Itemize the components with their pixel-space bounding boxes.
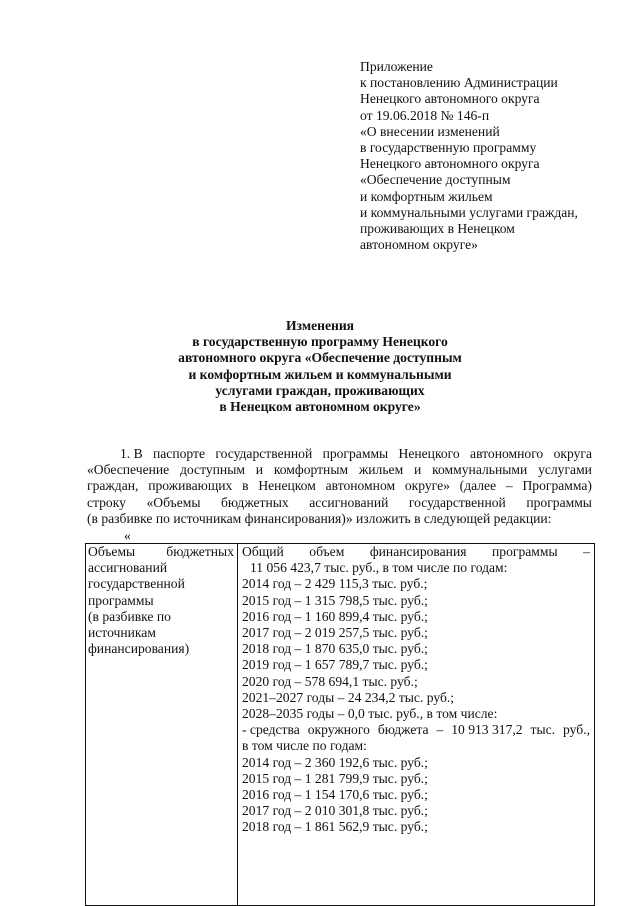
value-line: 2018 год – 1 870 635,0 тыс. руб.;: [242, 641, 428, 657]
word: –: [436, 722, 444, 738]
value-line: 2016 год – 1 160 899,4 тыс. руб.;: [242, 608, 428, 624]
value-line: 2015 год – 1 315 798,5 тыс. руб.;: [242, 592, 428, 608]
appendix-line: автономном округе»: [360, 237, 478, 253]
value-line: 2017 год – 2 019 257,5 тыс. руб.;: [242, 625, 428, 641]
word: Объемы: [88, 544, 136, 559]
title-line: услугами граждан, проживающих: [215, 382, 425, 398]
word: «Объемы: [146, 494, 201, 510]
word: услугами: [538, 462, 592, 478]
word: автономном: [325, 478, 396, 494]
document-title: [150, 318, 490, 415]
appendix-line: и коммунальными услугами граждан,: [360, 204, 578, 220]
appendix-line: в государственную программу: [360, 140, 537, 156]
intro-line: [87, 478, 592, 494]
word: тыс.: [530, 722, 556, 738]
value-line: в том числе по годам:: [242, 738, 367, 754]
word: Общий: [242, 544, 284, 559]
word: –: [583, 544, 590, 559]
appendix-line: от 19.06.2018 № 146-п: [360, 107, 490, 123]
appendix-line: «Обеспечение доступным: [360, 172, 511, 188]
table-row: [86, 544, 595, 906]
appendix-line: «О внесении изменений: [360, 123, 500, 139]
word: объем: [309, 544, 345, 559]
word: - средства: [242, 722, 300, 738]
word: жильем: [358, 462, 404, 478]
title-line: Изменения: [285, 318, 355, 333]
value-line: [242, 544, 590, 560]
word: строку: [87, 494, 126, 510]
label-line: (в разбивке по: [88, 608, 171, 624]
title-line: в Ненецком автономном округе»: [219, 399, 421, 415]
value-line: 2018 год – 1 861 562,9 тыс. руб.;: [242, 819, 428, 835]
appendix-line: Ненецкого автономного округа: [360, 156, 540, 172]
word: комфортным: [273, 462, 349, 478]
value-line: 2014 год – 2 360 192,6 тыс. руб.;: [242, 754, 428, 770]
word: бюджета: [377, 722, 429, 738]
word: округа: [553, 446, 592, 461]
value-line: 2015 год – 1 281 799,9 тыс. руб.;: [242, 770, 428, 786]
intro-line: [87, 462, 592, 478]
appendix-line: Ненецкого автономного округа: [360, 91, 540, 107]
word: Ненецкого: [398, 446, 460, 461]
title-line: в государственную программу Ненецкого: [192, 334, 448, 350]
value-line: 2016 год – 1 154 170,6 тыс. руб.;: [242, 787, 428, 803]
value-line: 2017 год – 2 010 301,8 тыс. руб.;: [242, 803, 428, 819]
appendix-line: проживающих в Ненецком: [360, 221, 515, 237]
title-line: и комфортным жильем и коммунальными: [188, 366, 452, 382]
label-line: ассигнований: [88, 560, 168, 576]
word: программы: [492, 544, 558, 559]
word: паспорте: [153, 446, 206, 461]
word: программы: [526, 494, 592, 510]
word: –: [505, 478, 513, 494]
intro-line: (в разбивке по источникам финансирования)» изложить в следующей редакции:: [87, 510, 552, 526]
word: в: [242, 478, 249, 494]
word: государственной: [408, 494, 506, 510]
value-line: 11 056 423,7 тыс. руб., в том числе по годам:: [250, 560, 508, 576]
word: доступным: [180, 462, 245, 478]
table-cell-values: [238, 544, 595, 906]
word: Ненецком: [258, 478, 316, 494]
table-cell-label: [86, 544, 238, 906]
word: государственной: [215, 446, 313, 461]
label-line: [88, 544, 234, 560]
word: и: [414, 462, 422, 478]
word: окружного: [307, 722, 370, 738]
value-line: 2019 год – 1 657 789,7 тыс. руб.;: [242, 657, 428, 673]
value-line: 2014 год – 2 429 115,3 тыс. руб.;: [242, 576, 428, 592]
label-line: государственной: [88, 576, 185, 592]
word: ассигнований: [309, 494, 389, 510]
word: 10 913 317,2: [451, 722, 523, 738]
opening-quote: «: [124, 528, 131, 543]
intro-line: [87, 446, 592, 462]
value-line: 2021–2027 годы – 24 234,2 тыс. руб.;: [242, 689, 455, 705]
intro-paragraph: [87, 446, 592, 527]
label-line: программы: [88, 592, 154, 608]
intro-line: [87, 495, 592, 511]
word: Программа): [522, 478, 592, 494]
value-line: 2028–2035 годы – 0,0 тыс. руб., в том числе:: [242, 706, 498, 722]
label-line: финансирования): [88, 641, 190, 657]
word: коммунальными: [432, 462, 528, 478]
word: автономного: [470, 446, 544, 461]
word: (далее: [459, 478, 497, 494]
word: бюджетных: [166, 544, 234, 559]
appendix-line: к постановлению Администрации: [360, 75, 558, 91]
value-line: [242, 722, 590, 738]
word: программы: [322, 446, 389, 461]
word: бюджетных: [221, 494, 289, 510]
appendix-line: и комфортным жильем: [360, 188, 493, 204]
word: 1. В: [120, 446, 143, 461]
word: «Обеспечение: [87, 462, 170, 478]
appendix-line: Приложение: [360, 59, 433, 74]
value-line: 2020 год – 578 694,1 тыс. руб.;: [242, 673, 418, 689]
appendix-block: [360, 59, 630, 253]
label-line: источникам: [88, 625, 156, 641]
word: округе»: [404, 478, 450, 494]
word: и: [255, 462, 264, 478]
funding-table: [85, 543, 595, 906]
word: финансирования: [369, 544, 467, 559]
word: проживающих: [148, 478, 233, 494]
word: руб.,: [563, 722, 590, 738]
word: граждан,: [87, 478, 139, 494]
title-line: автономного округа «Обеспечение доступным: [178, 350, 462, 366]
